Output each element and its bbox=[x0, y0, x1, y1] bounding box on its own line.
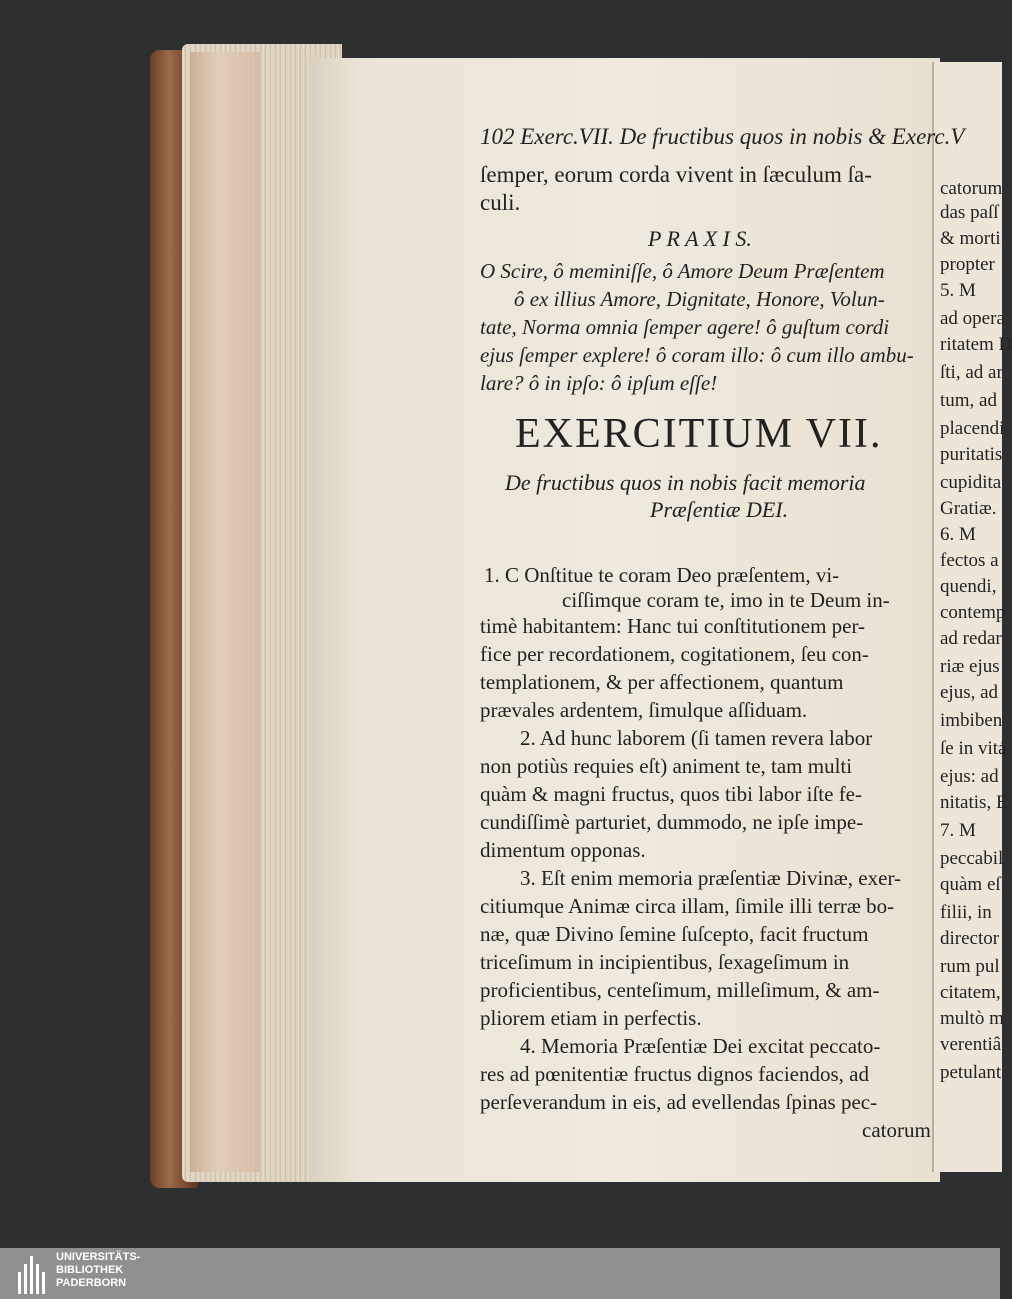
edge-text-line: peccabil bbox=[940, 848, 1004, 869]
text-line: ſemper, eorum corda vivent in ſæculum ſa- bbox=[480, 162, 872, 187]
text-line: ô ex illius Amore, Dignitate, Honore, Volun- bbox=[514, 287, 885, 311]
text-line: dimentum opponas. bbox=[480, 838, 646, 862]
edge-text-line: Gratiæ. bbox=[940, 498, 997, 519]
text-line: 2. Ad hunc laborem (ſi tamen revera labor bbox=[520, 726, 873, 750]
library-name: UNIVERSITÄTS- BIBLIOTHEK PADERBORN bbox=[56, 1251, 141, 1289]
edge-text-line: rum pul bbox=[940, 956, 1000, 977]
edge-text-line: & morti bbox=[940, 228, 1001, 249]
library-logo-icon bbox=[18, 1254, 48, 1294]
edge-text-line: riæ ejus bbox=[940, 656, 1000, 677]
library-footer bbox=[0, 1248, 1000, 1299]
text-line: O Scire, ô meminiſſe, ô Amore Deum Præſentem bbox=[480, 259, 885, 283]
right-page-edge bbox=[932, 62, 1012, 1172]
edge-text-line: catorum bbox=[940, 178, 1003, 199]
text-line: pliorem etiam in perfectis. bbox=[480, 1006, 702, 1030]
edge-text-line: ejus, ad bbox=[940, 682, 999, 703]
text-line: proficientibus, centeſimum, milleſimum, & am- bbox=[480, 978, 880, 1002]
edge-text-line: petulant bbox=[940, 1062, 1002, 1083]
edge-text-line: placendi bbox=[940, 418, 1005, 439]
edge-text-line: filii, in bbox=[940, 902, 992, 923]
edge-text-line: ritatem D bbox=[940, 334, 1012, 355]
edge-text-line: das paſſ bbox=[940, 202, 999, 223]
edge-text-line: verentiâ bbox=[940, 1034, 1002, 1055]
text-line: tate, Norma omnia ſemper agere! ô guſtum cordi bbox=[480, 315, 890, 339]
edge-text-line: 7. M bbox=[940, 820, 976, 841]
catchword: catorum bbox=[862, 1118, 931, 1142]
text-line: culi. bbox=[480, 190, 521, 215]
text-line: timè habitantem: Hanc tui conſtitutionem per- bbox=[480, 614, 866, 638]
edge-text-line: contemp bbox=[940, 602, 1006, 623]
edge-text-line: 5. M bbox=[940, 280, 976, 301]
subtitle: Præſentiæ DEI. bbox=[650, 497, 789, 522]
fore-edge bbox=[190, 52, 260, 1172]
subtitle: De fructibus quos in nobis facit memoria bbox=[505, 470, 866, 495]
edge-text-line: quendi, bbox=[940, 576, 997, 597]
edge-text-line: imbiben bbox=[940, 710, 1003, 731]
text-line: prævales ardentem, ſimulque aſſiduam. bbox=[480, 698, 808, 722]
edge-text-line: ad opera bbox=[940, 308, 1005, 329]
text-line: citiumque Animæ circa illam, ſimile illi terræ bo- bbox=[480, 894, 895, 918]
edge-text-line: puritatis bbox=[940, 444, 1003, 465]
edge-text-line: ſe in vitá bbox=[940, 738, 1007, 759]
exercise-title: EXERCITIUM VII. bbox=[515, 411, 883, 457]
text-line: 1. C Onſtitue te coram Deo præſentem, vi- bbox=[484, 563, 840, 587]
text-line: 3. Eſt enim memoria præſentiæ Divinæ, exer- bbox=[520, 866, 902, 890]
text-line: res ad pœnitentiæ fructus dignos faciendos, ad bbox=[480, 1062, 869, 1086]
edge-text-line: quàm eſ bbox=[940, 874, 1001, 895]
text-line: quàm & magni fructus, quos tibi labor iſte fe- bbox=[480, 782, 862, 806]
text-line: 4. Memoria Præſentiæ Dei excitat peccato- bbox=[520, 1034, 881, 1058]
edge-text-line: citatem, bbox=[940, 982, 1001, 1003]
edge-text-line: ad redar bbox=[940, 628, 1002, 649]
edge-text-line: ejus: ad bbox=[940, 766, 999, 787]
running-head: 102 Exerc.VII. De fructibus quos in nobis & Exerc.V bbox=[480, 124, 965, 149]
text-line: perſeverandum in eis, ad evellendas ſpinas pec- bbox=[480, 1090, 878, 1114]
text-line: cundiſſimè parturiet, dummodo, ne ipſe impe- bbox=[480, 810, 864, 834]
edge-text-line: cupidita bbox=[940, 472, 1002, 493]
text-line: triceſimum in incipientibus, ſexageſimum in bbox=[480, 950, 850, 974]
edge-text-line: multò m bbox=[940, 1008, 1004, 1029]
edge-text-line: 6. M bbox=[940, 524, 976, 545]
text-line: fice per recordationem, cogitationem, ſeu con- bbox=[480, 642, 869, 666]
text-line: ejus ſemper explere! ô coram illo: ô cum illo ambu- bbox=[480, 343, 914, 367]
edge-text-line: director bbox=[940, 928, 1000, 949]
text-line: non potiùs requies eſt) animent te, tam multi bbox=[480, 754, 853, 778]
text-line: ciſſimque coram te, imo in te Deum in- bbox=[562, 588, 890, 612]
edge-text-line: tum, ad bbox=[940, 390, 997, 411]
text-line: lare? ô in ipſo: ô ipſum eſſe! bbox=[480, 371, 718, 395]
edge-text-line: propter bbox=[940, 254, 995, 275]
edge-text-line: ſti, ad ar bbox=[940, 362, 1003, 383]
edge-text-line: fectos a bbox=[940, 550, 999, 571]
text-line: templationem, & per affectionem, quantum bbox=[480, 670, 844, 694]
section-heading: P R A X I S. bbox=[648, 226, 752, 251]
edge-text-line: nitatis, E bbox=[940, 792, 1008, 813]
text-line: næ, quæ Divino ſemine ſuſcepto, facit fructum bbox=[480, 922, 869, 946]
